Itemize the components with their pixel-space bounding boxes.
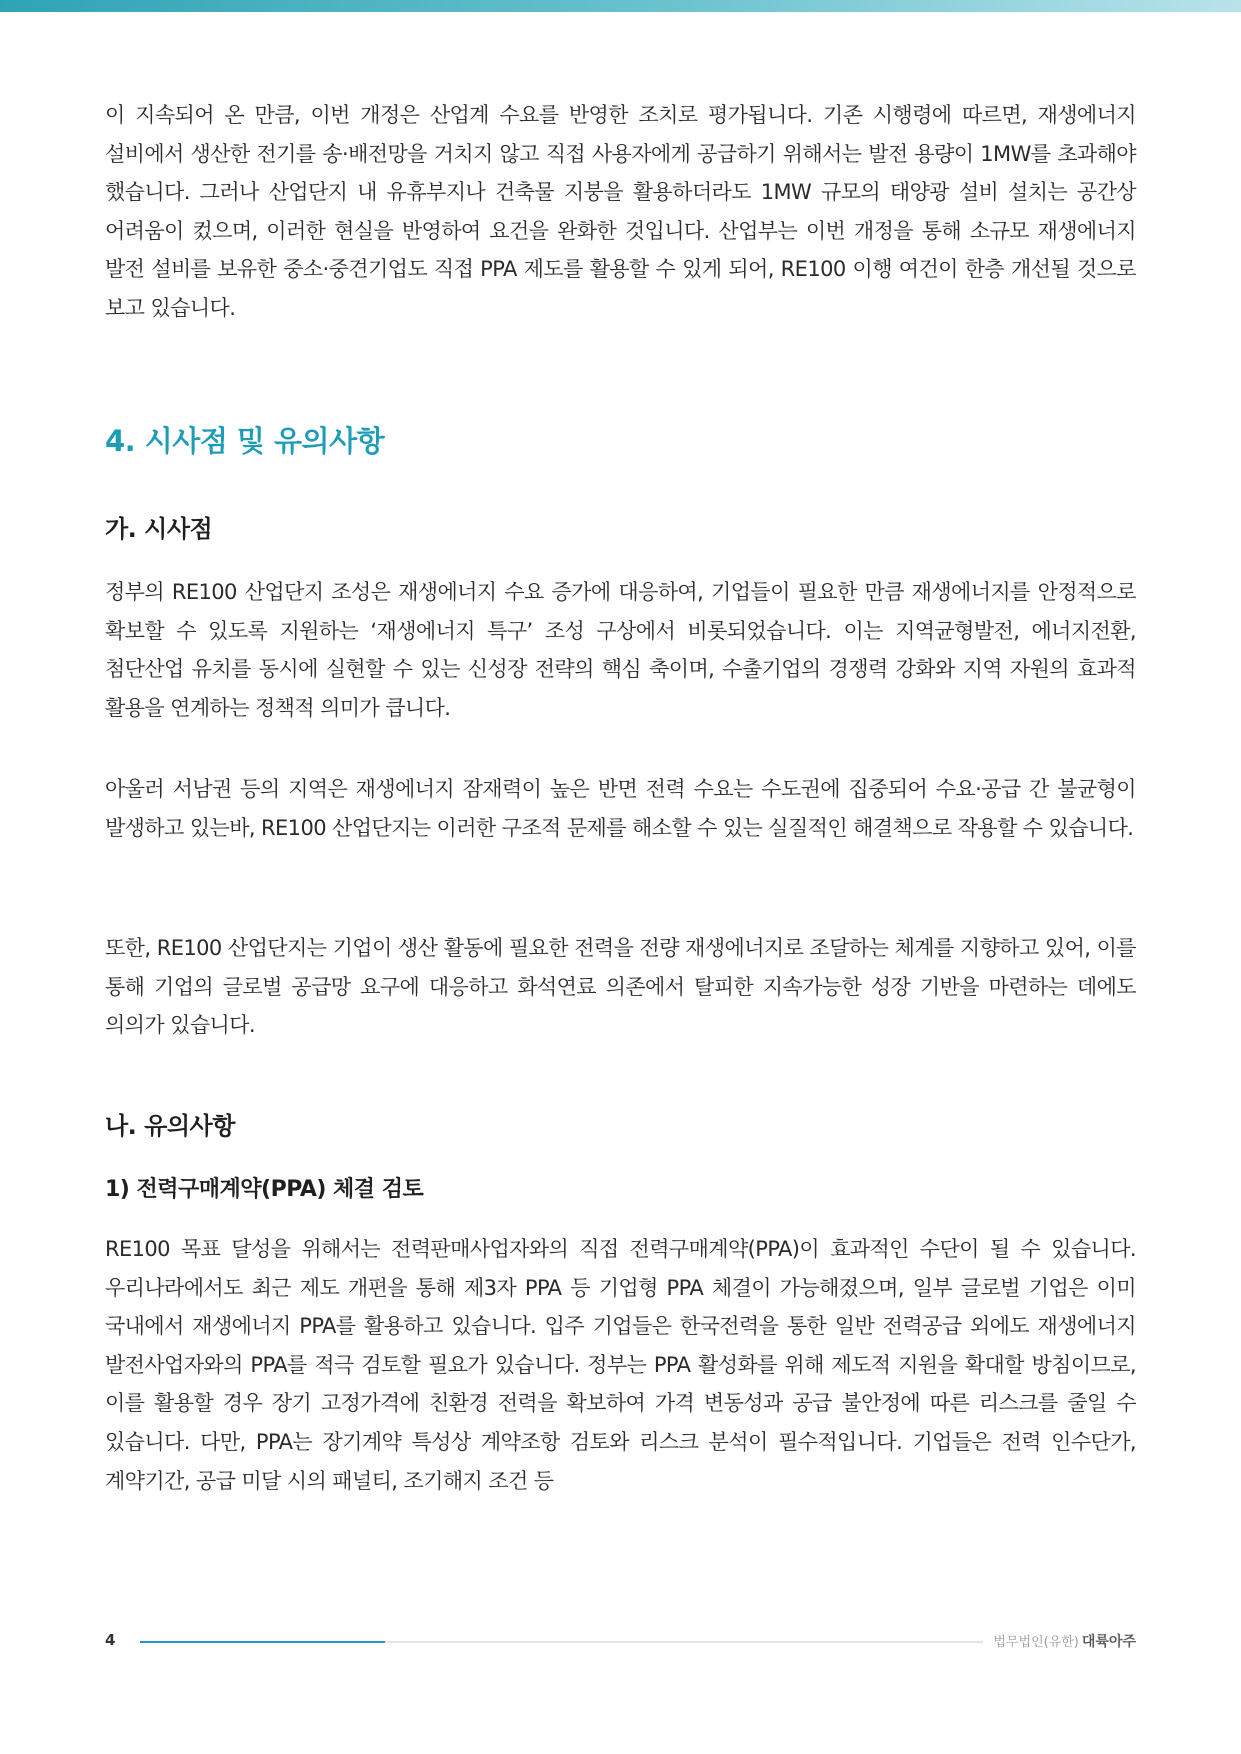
section-heading: 4. 시사점 및 유의사항 xyxy=(105,424,385,458)
item-heading-ppa: 1) 전력구매계약(PPA) 체결 검토 xyxy=(105,1177,424,1202)
subheading-implications: 가. 시사점 xyxy=(105,515,213,543)
page-footer xyxy=(105,1631,1136,1655)
paragraph-5: RE100 목표 달성을 위해서는 전력판매사업자와의 직접 전력구매계약(PPA)이 효과적인 수단이 될 수 있습니다. 우리나라에서도 최근 제도 개편을 통해 제3자 PPA 등 기업형 PPA 체결이 가능해졌으며, 일부 글로벌 기업은 이미 국내에서 재생에너지 PPA를 활용하고 있습니다. 입주 기업들은 한국전력을 통한 일반 전력공급 외에도 재생에너지 발전사업자와의 PPA를 적극 검토할 필요가 있습니다. 정부는 PPA 활성화를 위해 제도적 지원을 확대할 방침이므로, 이를 활용할 경우 장기 고정가격에 친환경 전력을 확보하여 가격 변동성과 공급 불안정에 따른 리스크를 줄일 수 있습니다. 다만, PPA는 장기계약 특성상 계약조항 검토와 리스크 분석이 필수적입니다. 기업들은 전력 인수단가, 계약기간, 공급 미달 시의 패널티, 조기해지 조건 등 xyxy=(105,1237,1136,1493)
paragraph-3: 아울러 서남권 등의 지역은 재생에너지 잠재력이 높은 반면 전력 수요는 수도권에 집중되어 수요·공급 간 불균형이 발생하고 있는바, RE100 산업단지는 이러한 구조적 문제를 해소할 수 있는 실질적인 해결책으로 작용할 수 있습니다. xyxy=(105,777,1136,840)
subheading-cautions: 나. 유의사항 xyxy=(105,1112,235,1140)
footer-rule-accent xyxy=(140,1641,385,1643)
paragraph-2: 정부의 RE100 산업단지 조성은 재생에너지 수요 증가에 대응하여, 기업들이 필요한 만큼 재생에너지를 안정적으로 확보할 수 있도록 지원하는 ‘재생에너지 특구’ 조성 구상에서 비롯되었습니다. 이는 지역균형발전, 에너지전환, 첨단산업 유치를 동시에 실현할 수 있는 신성장 전략의 핵심 축이며, 수출기업의 경쟁력 강화와 지역 자원의 효과적 활용을 연계하는 정책적 의미가 큽니다. xyxy=(105,580,1136,720)
firm-prefix: 법무법인(유한) xyxy=(993,1635,1079,1650)
firm-name-bold: 대륙아주 xyxy=(1081,1634,1136,1650)
paragraph-1: 이 지속되어 온 만큼, 이번 개정은 산업계 수요를 반영한 조치로 평가됩니다. 기존 시행령에 따르면, 재생에너지 설비에서 생산한 전기를 송·배전망을 거치지 않고 직접 사용자에게 공급하기 위해서는 발전 용량이 1MW를 초과해야 했습니다. 그러나 산업단지 내 유휴부지나 건축물 지붕을 활용하더라도 1MW 규모의 태양광 설비 설치는 공간상 어려움이 컸으며, 이러한 현실을 반영하여 요건을 완화한 것입니다. 산업부는 이번 개정을 통해 소규모 재생에너지 발전 설비를 보유한 중소·중견기업도 직접 PPA 제도를 활용할 수 있게 되어, RE100 이행 여건이 한층 개선될 것으로 보고 있습니다. xyxy=(105,103,1136,320)
top-accent-bar xyxy=(0,0,1241,12)
paragraph-4: 또한, RE100 산업단지는 기업이 생산 활동에 필요한 전력을 전량 재생에너지로 조달하는 체계를 지향하고 있어, 이를 통해 기업의 글로벌 공급망 요구에 대응하고 화석연료 의존에서 탈피한 지속가능한 성장 기반을 마련하는 데에도 의의가 있습니다. xyxy=(105,936,1136,1038)
footer-rule xyxy=(140,1641,983,1643)
firm-name xyxy=(993,1631,1136,1651)
page-number: 4 xyxy=(105,1631,116,1649)
